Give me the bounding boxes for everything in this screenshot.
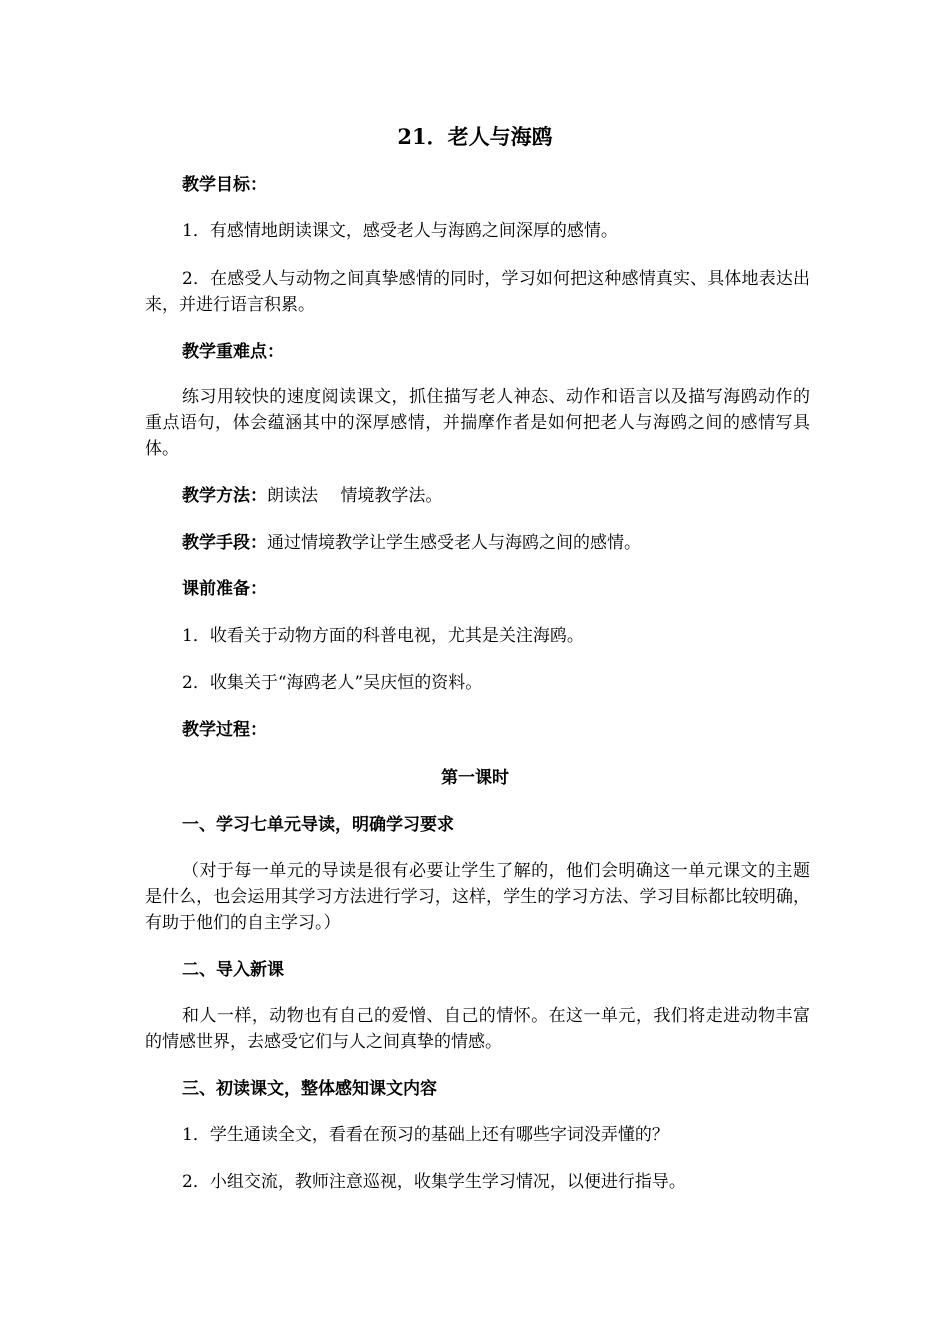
section-3-heading: 三、初读课文，整体感知课文内容 bbox=[182, 1079, 437, 1099]
prep-item-2: 2．收集关于“海鸥老人”吴庆恒的资料。 bbox=[182, 673, 483, 693]
section-1-text: （对于每一单元的导读是很有必要让学生了解的，他们会明确这一单元课文的主题是什么，也会运用其学习方法进行学习，这样，学生的学习方法、学习目标都比较明确，有助于他们的自主学习。） bbox=[145, 861, 810, 933]
prep-heading: 课前准备： bbox=[182, 579, 267, 599]
prep-item-1: 1．收看关于动物方面的科普电视，尤其是关注海鸥。 bbox=[182, 626, 584, 646]
key-points-heading: 教学重难点： bbox=[182, 342, 284, 362]
document-title: 21．老人与海鸥 bbox=[397, 124, 553, 149]
lesson-heading: 第一课时 bbox=[441, 768, 509, 788]
section-2-text: 和人一样，动物也有自己的爱憎、自己的情怀。在这一单元，我们将走进动物丰富的情感世界，去感受它们与人之间真挚的情感。 bbox=[145, 1006, 810, 1052]
means-heading: 教学手段： bbox=[182, 533, 267, 553]
goal-item-1: 1．有感情地朗读课文，感受老人与海鸥之间深厚的感情。 bbox=[182, 221, 618, 241]
section-1-heading: 一、学习七单元导读，明确学习要求 bbox=[182, 815, 454, 835]
means-text: 通过情境教学让学生感受老人与海鸥之间的感情。 bbox=[267, 533, 641, 553]
process-heading: 教学过程： bbox=[182, 720, 267, 740]
section-3-item-1: 1．学生通读全文，看看在预习的基础上还有哪些字词没弄懂的？ bbox=[182, 1125, 669, 1145]
means-line bbox=[182, 531, 847, 556]
goal-item-2: 2．在感受人与动物之间真挚感情的同时，学习如何把这种感情真实、具体地表达出来，并进行语言积累。 bbox=[145, 269, 810, 315]
section-2-heading: 二、导入新课 bbox=[182, 960, 284, 980]
method-heading: 教学方法： bbox=[182, 486, 267, 506]
section-3-item-2: 2．小组交流，教师注意巡视，收集学生学习情况，以便进行指导。 bbox=[182, 1172, 686, 1192]
method-line bbox=[182, 484, 847, 509]
method-text: 朗读法 情境教学法。 bbox=[267, 486, 443, 506]
goals-heading: 教学目标： bbox=[182, 175, 267, 195]
key-points-text: 练习用较快的速度阅读课文，抓住描写老人神态、动作和语言以及描写海鸥动作的重点语句，体会蕴涵其中的深厚感情，并揣摩作者是如何把老人与海鸥之间的感情写具体。 bbox=[145, 387, 810, 459]
